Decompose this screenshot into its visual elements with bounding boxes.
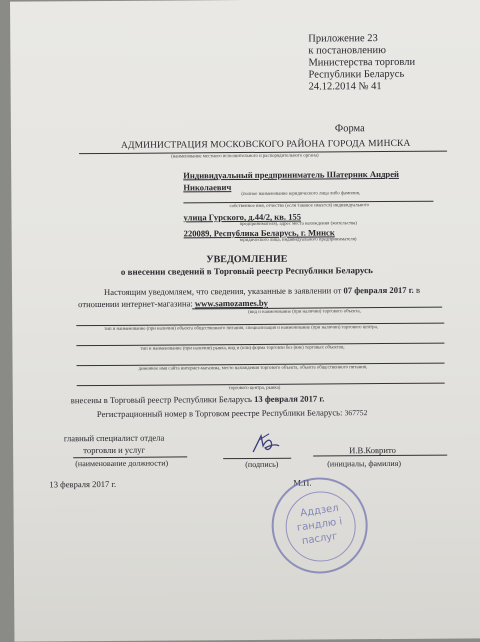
stamp-text-line2: гандлю і xyxy=(296,516,343,534)
caption-object: (вид и наименование (при наличии) торгового объекта, xyxy=(248,309,361,315)
name-caption: (инициалы, фамилия) xyxy=(327,458,402,469)
appendix-block xyxy=(308,33,415,94)
recipient-address-line2: 220089, Республика Беларусь, г. Минск xyxy=(183,227,335,239)
caption-center2: торгового центра, рынка) xyxy=(228,385,281,392)
appendix-line: 24.12.2014 № 41 xyxy=(308,81,382,93)
appendix-line: к постановлению xyxy=(308,45,386,57)
notice-text-prefix: Настоящим уведомляем, что сведения, указанные в заявлении от xyxy=(104,285,342,297)
entered-line xyxy=(71,393,325,405)
entered-date: 13 февраля 2017 г. xyxy=(254,393,325,404)
caption-site: доменное имя сайта интернет-магазина, место нахождения торгового объекта, объекта общественного питания, xyxy=(138,365,368,372)
caption-center: тип и наименование (при наличии) объекта общественного питания, специализация и наименование (при наличии) торгового центра, xyxy=(104,325,378,332)
appendix-line: Приложение 23 xyxy=(308,33,378,45)
application-date: 07 февраля 2017 г. xyxy=(343,284,414,296)
form-label: Форма xyxy=(334,123,365,135)
stamp-text-line3: паслуг xyxy=(301,530,339,548)
handwritten-signature xyxy=(245,430,291,460)
authority-name: АДМИНИСТРАЦИЯ МОСКОВСКОГО РАЙОНА ГОРОДА МИНСКА xyxy=(120,138,411,151)
document-page xyxy=(10,0,480,642)
shop-label: отношении интернет-магазина: xyxy=(78,298,193,310)
registration-label: Регистрационный номер в Торговом реестре Республики Беларусь: xyxy=(96,407,343,420)
notice-subtitle: о внесении сведений в Торговый реестр Республики Беларусь xyxy=(120,265,373,277)
recipient-address-line1: улица Гурского, д.44/2, кв. 155 xyxy=(183,211,302,223)
entered-prefix: внесены в Торговый реестр Республики Беларусь xyxy=(70,393,252,406)
recipient-caption: юридического лица, индивидуального предпринимателя) xyxy=(239,237,357,244)
name-underline xyxy=(313,455,447,457)
notice-text-line1 xyxy=(104,285,420,297)
recipient-caption: предпринимателя), адрес места нахождения (жительства) xyxy=(239,221,358,228)
shop-site: www.samozames.by xyxy=(194,297,268,309)
authority-caption: (наименование местного исполнительного и распорядительного органа) xyxy=(171,153,319,160)
position-caption: (наименование должности) xyxy=(75,458,169,469)
notice-text-suffix: в xyxy=(415,284,421,295)
signer-name: И.В.Коврито xyxy=(349,444,396,456)
seal-mark: М.П. xyxy=(293,477,312,488)
appendix-line: Министерства торговли xyxy=(308,56,416,69)
notice-title: УВЕДОМЛЕНИЕ xyxy=(206,253,288,266)
signature-caption: (подпись) xyxy=(245,459,279,470)
recipient-caption: собственное имя, отчество (если таковое имеется) индивидуального xyxy=(229,203,370,210)
position-line2: торговли и услуг xyxy=(83,444,146,456)
recipient-name-line2: Николаевич xyxy=(183,182,232,193)
position-line1: главный специалист отдела xyxy=(63,432,165,444)
caption-market: тип и наименование (при наличии) рынка, вид и (или) форма торговли без (вне) торговых объектов, xyxy=(140,345,345,352)
registration-line xyxy=(97,407,368,419)
stamp-text-line1: Аддзел xyxy=(299,502,340,520)
recipient-caption: (полное наименование юридического лица либо фамилия, xyxy=(241,191,361,198)
appendix-line: Республики Беларусь xyxy=(308,68,405,81)
official-stamp xyxy=(271,477,368,574)
recipient-name-line1: Индивидуальный предприниматель Шатерник Андрей xyxy=(183,168,399,181)
registration-number: 367752 xyxy=(344,408,368,418)
signature-date: 13 февраля 2017 г. xyxy=(49,478,117,490)
